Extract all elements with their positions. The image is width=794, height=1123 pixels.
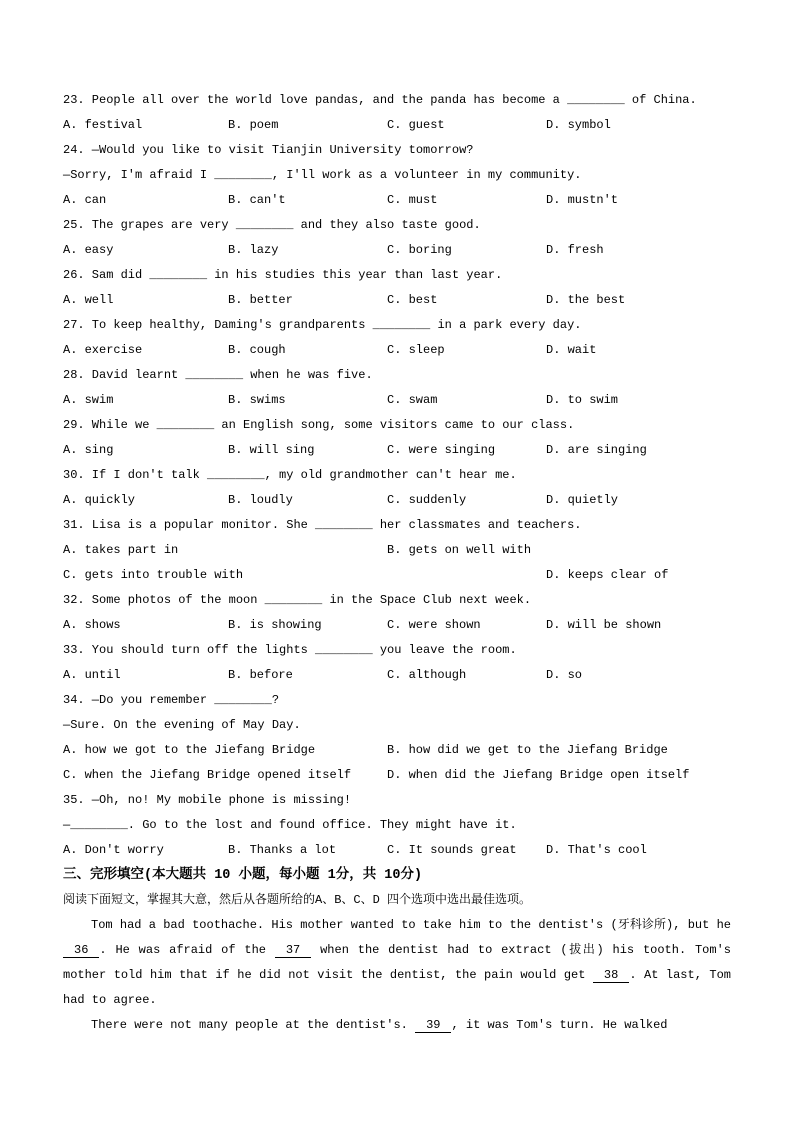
section-header: 三、完形填空(本大题共 10 小题，每小题 1分，共 10分) [63,868,423,883]
cloze-blank-39: 39 [415,1018,451,1033]
cloze-text: when the dentist had to extract (拔出) his tooth. Tom's mother told him that if he did not visit the dentist, the pain would get [63,943,731,982]
question-33 [63,638,731,688]
question-stem: 31. Lisa is a popular monitor. She ________ her classmates and teachers. [63,518,582,532]
option-A: A. sing [63,443,114,457]
cloze-paragraph [63,913,731,1013]
question-stem: 28. David learnt ________ when he was five. [63,368,373,382]
options-row [63,288,731,313]
question-27 [63,313,731,363]
cloze-blank-36: 36 [63,943,99,958]
option-D: D. when did the Jiefang Bridge open itself [387,768,690,782]
option-B: B. will sing [228,443,315,457]
question-stem: 29. While we ________ an English song, some visitors came to our class. [63,418,575,432]
cloze-passage [63,913,731,1038]
cloze-text: There were not many people at the dentist's. [91,1018,416,1032]
questions-list [63,88,731,863]
option-D: D. so [546,668,583,682]
cloze-paragraph [63,1013,731,1038]
cloze-text: . He was afraid of the [99,943,275,957]
question-stem: 30. If I don't talk ________, my old grandmother can't hear me. [63,468,517,482]
question-28 [63,363,731,413]
option-D: D. wait [546,343,597,357]
option-C: C. although [387,668,467,682]
option-C: C. suddenly [387,493,467,507]
cloze-blank-37: 37 [275,943,311,958]
options-row [63,338,731,363]
option-B: B. better [228,293,293,307]
question-stem: 34. —Do you remember ________? [63,693,280,707]
cloze-text: . At last, Tom had to agree. [63,968,731,1007]
option-A: A. swim [63,393,114,407]
instruction-text: 阅读下面短文，掌握其大意，然后从各题所给的A、B、C、D 四个选项中选出最佳选项。 [63,893,532,907]
option-B: B. poem [228,118,279,132]
question-25 [63,213,731,263]
option-A: A. well [63,293,114,307]
option-B: B. Thanks a lot [228,843,337,857]
question-stem: 33. You should turn off the lights ________ you leave the room. [63,643,517,657]
question-24 [63,138,731,213]
options-row [63,438,731,463]
option-C: C. best [387,293,438,307]
option-B: B. before [228,668,293,682]
options-row [63,613,731,638]
option-D: D. are singing [546,443,647,457]
option-D: D. the best [546,293,626,307]
cloze-text: Tom had a bad toothache. His mother wanted to take him to the dentist's (牙科诊所), but he [91,918,731,932]
option-B: B. loudly [228,493,293,507]
question-30 [63,463,731,513]
option-C: C. must [387,193,438,207]
option-C: C. guest [387,118,445,132]
question-32 [63,588,731,638]
option-A: A. until [63,668,121,682]
question-29 [63,413,731,463]
question-stem: 35. —Oh, no! My mobile phone is missing! [63,793,352,807]
cloze-text: , it was Tom's turn. He walked [451,1018,668,1032]
option-A: A. takes part in [63,543,179,557]
option-B: B. swims [228,393,286,407]
option-D: D. mustn't [546,193,619,207]
options-row [63,488,731,513]
question-stem: —________. Go to the lost and found office. They might have it. [63,818,517,832]
option-A: A. exercise [63,343,143,357]
question-stem: —Sure. On the evening of May Day. [63,718,301,732]
option-C: C. when the Jiefang Bridge opened itself [63,768,352,782]
question-stem: —Sorry, I'm afraid I ________, I'll work as a volunteer in my community. [63,168,582,182]
question-stem: 24. —Would you like to visit Tianjin University tomorrow? [63,143,474,157]
option-C: C. sleep [387,343,445,357]
option-C: C. boring [387,243,452,257]
option-B: B. gets on well with [387,543,532,557]
question-26 [63,263,731,313]
option-C: C. gets into trouble with [63,568,244,582]
option-B: B. lazy [228,243,279,257]
option-B: B. how did we get to the Jiefang Bridge [387,743,668,757]
options-row [63,388,731,413]
question-stem: 27. To keep healthy, Daming's grandparents ________ in a park every day. [63,318,582,332]
options-row [63,738,731,788]
option-A: A. festival [63,118,143,132]
option-D: D. symbol [546,118,611,132]
question-stem: 25. The grapes are very ________ and they also taste good. [63,218,481,232]
question-stem: 32. Some photos of the moon ________ in the Space Club next week. [63,593,532,607]
option-C: C. were singing [387,443,496,457]
options-row [63,838,731,863]
question-31 [63,513,731,588]
option-D: D. fresh [546,243,604,257]
option-C: C. swam [387,393,438,407]
options-row [63,188,731,213]
option-D: D. That's cool [546,843,647,857]
option-D: D. quietly [546,493,619,507]
option-B: B. cough [228,343,286,357]
option-A: A. quickly [63,493,136,507]
option-D: D. keeps clear of [546,568,669,582]
question-34 [63,688,731,788]
cloze-blank-38: 38 [593,968,629,983]
options-row [63,113,731,138]
options-row [63,663,731,688]
option-A: A. shows [63,618,121,632]
question-35 [63,788,731,863]
option-A: A. Don't worry [63,843,164,857]
option-D: D. will be shown [546,618,662,632]
option-D: D. to swim [546,393,619,407]
option-A: A. how we got to the Jiefang Bridge [63,743,316,757]
option-A: A. can [63,193,107,207]
question-stem: 26. Sam did ________ in his studies this year than last year. [63,268,503,282]
options-row [63,538,731,588]
option-B: B. can't [228,193,286,207]
option-A: A. easy [63,243,114,257]
option-C: C. were shown [387,618,481,632]
question-stem: 23. People all over the world love pandas, and the panda has become a ________ of China. [63,93,697,107]
question-23 [63,88,731,138]
option-C: C. It sounds great [387,843,517,857]
option-B: B. is showing [228,618,322,632]
options-row [63,238,731,263]
